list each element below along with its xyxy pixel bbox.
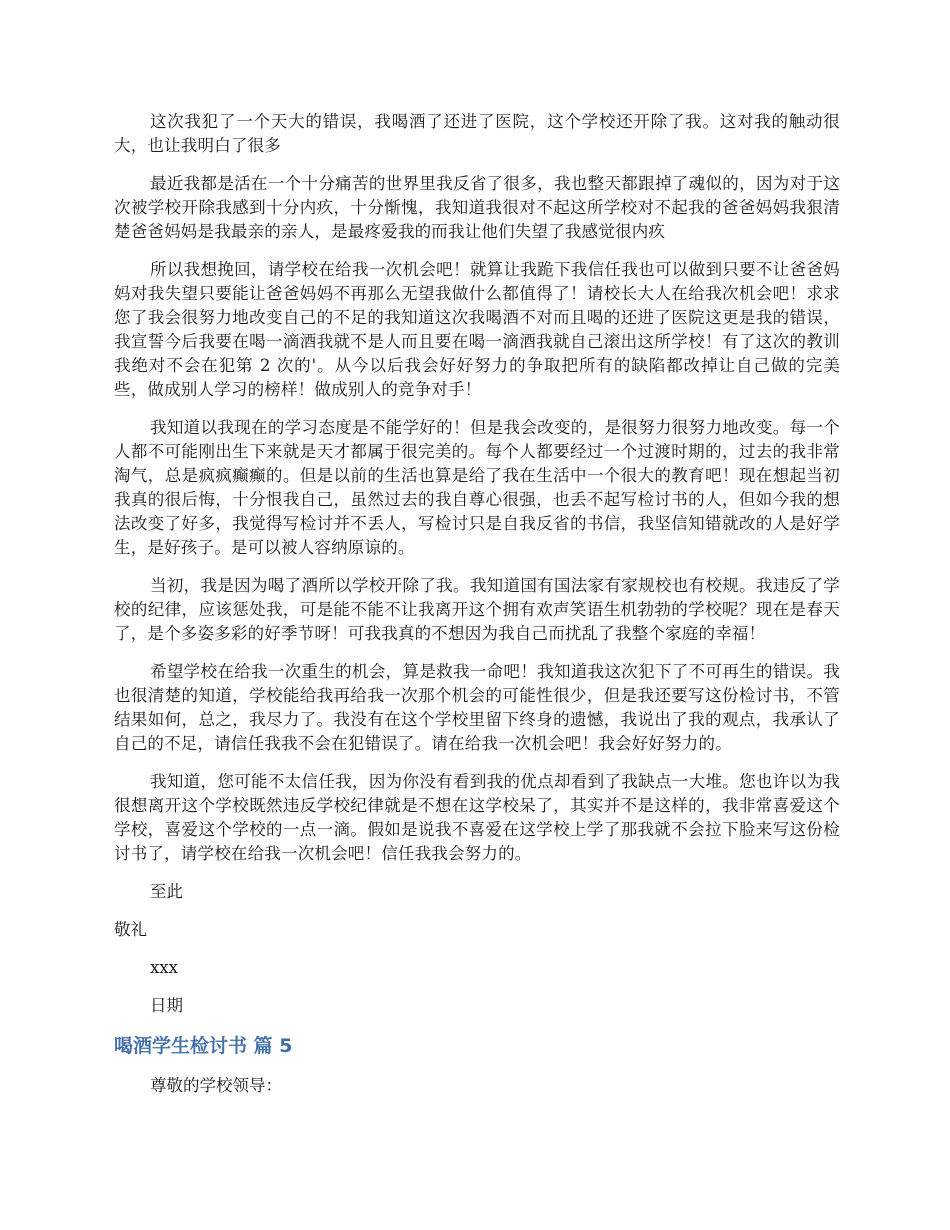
- paragraph: 所以我想挽回，请学校在给我一次机会吧！就算让我跪下我信任我也可以做到只要不让爸爸妈妈对我失望只要能让爸爸妈妈不再那么无望我做什么都值得了！请校长大人在给我次机会吧！求求您了我会很努力地改变自己的不足的我知道这次我喝酒不对而且喝的还进了医院这更是我的错误，我宣誓今后我要在喝一滴酒我就不是人而且要在喝一滴酒我就自己滚出这所学校！有了这次的教训我绝对不会在犯第 2 次的'。从今以后我会好好努力的争取把所有的缺陷都改掉让自己做的完美些，做成别人学习的榜样！做成别人的竞争对手！: [114, 260, 840, 399]
- paragraph: 我知道，您可能不太信任我，因为你没有看到我的优点却看到了我缺点一大堆。您也许以为我很想离开这个学校既然违反学校纪律就是不想在这学校呆了，其实并不是这样的，我非常喜爱这个学校，喜爱这个学校的一点一滴。假如是说我不喜爱在这学校上学了那我就不会拉下脸来写这份检讨书了，请学校在给我一次机会吧！信任我我会努力的。: [114, 772, 840, 863]
- document-page: [114, 110, 840, 1098]
- closing-zhici: 至此: [150, 882, 183, 901]
- paragraph: 我知道以我现在的学习态度是不能学好的！但是我会改变的，是很努力很努力地改变。每一个人都不可能刚出生下来就是天才都属于很完美的。每个人都要经过一个过渡时期的，过去的我非常淘气，总是疯疯癫癫的。但是以前的生活也算是给了我在生活中一个很大的教育吧！现在想起当初我真的很后悔，十分恨我自己，虽然过去的我自尊心很强，也丢不起写检讨书的人，但如今我的想法改变了好多，我觉得写检讨并不丢人，写检讨只是自我反省的书信，我坚信知错就改的人是好学生，是好孩子。是可以被人容纳原谅的。: [114, 418, 840, 557]
- paragraph: 希望学校在给我一次重生的机会，算是救我一命吧！我知道我这次犯下了不可再生的错误。我也很清楚的知道，学校能给我再给我一次那个机会的可能性很少，但是我还要写这份检讨书，不管结果如何，总之，我尽力了。我没有在这个学校里留下终身的遗憾，我说出了我的观点，我承认了自己的不足，请信任我我不会在犯错误了。请在给我一次机会吧！我会好好努力的。: [114, 662, 840, 753]
- paragraph: 最近我都是活在一个十分痛苦的世界里我反省了很多，我也整天都跟掉了魂似的，因为对于这次被学校开除我感到十分内疚，十分惭愧，我知道我很对不起这所学校对不起我的爸爸妈妈我狠清楚爸爸妈妈是我最亲的亲人，是最疼爱我的而我让他们失望了我感觉很内疚: [114, 174, 840, 241]
- salutation: 尊敬的学校领导：: [150, 1076, 282, 1095]
- section-heading: 喝酒学生检讨书 篇 5: [114, 1035, 293, 1057]
- closing-jingli: 敬礼: [114, 920, 147, 939]
- signature-date: 日期: [150, 996, 183, 1015]
- paragraph: 当初，我是因为喝了酒所以学校开除了我。我知道国有国法家有家规校也有校规。我违反了学校的纪律，应该惩处我，可是能不能不让我离开这个拥有欢声笑语生机勃勃的学校呢？现在是春天了，是个多姿多彩的好季节呀！可我我真的不想因为我自己而扰乱了我整个家庭的幸福！: [114, 576, 840, 643]
- signature-name: xxx: [150, 958, 178, 977]
- paragraph: 这次我犯了一个天大的错误，我喝酒了还进了医院，这个学校还开除了我。这对我的触动很大，也让我明白了很多: [114, 112, 840, 155]
